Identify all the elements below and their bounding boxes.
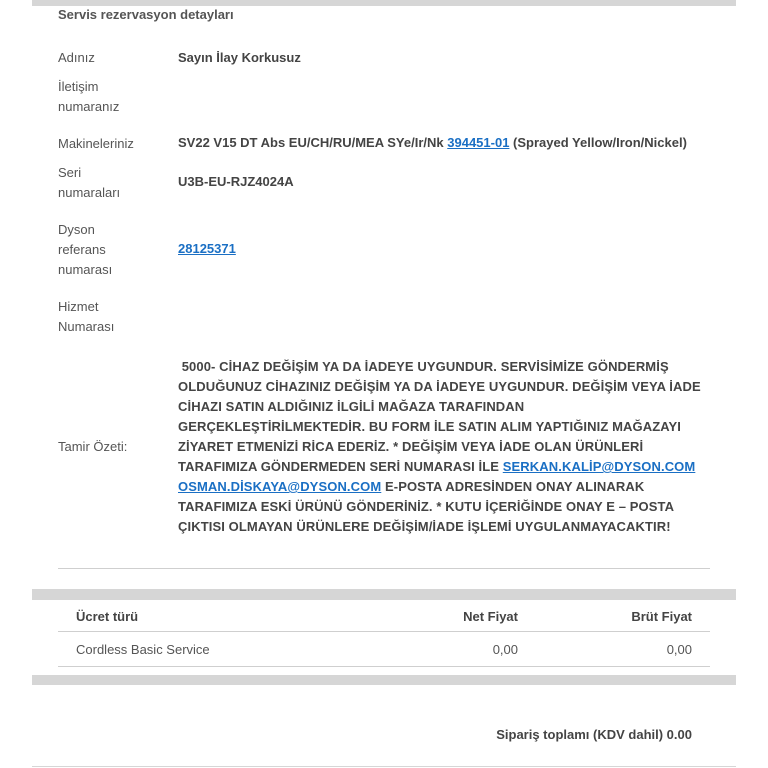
table-bottom-band xyxy=(32,675,736,685)
service-label-line: Hizmet xyxy=(58,299,99,314)
machine-color: (Sprayed Yellow/Iron/Nickel) xyxy=(513,135,687,150)
summary-line: GERÇEKLEŞTİRİLMEKTEDİR. BU FORM İLE SATIN ALIM YAPTIĞINIZ MAĞAZAYI xyxy=(178,419,682,434)
col-header-fee-type: Ücret türü xyxy=(76,609,139,624)
divider xyxy=(58,568,710,569)
reference-label xyxy=(58,220,112,280)
table-row-gross-price: 0,00 xyxy=(666,642,692,657)
table-band xyxy=(32,589,736,600)
serial-label-line: numaraları xyxy=(58,185,121,200)
bottom-divider xyxy=(32,766,736,767)
summary-line: TARAFIMIZA GÖNDERMEDEN SERİ NUMARASI İLE SERKAN.KALİP@DYSON.COM xyxy=(178,459,696,474)
reference-label-line: referans xyxy=(58,242,106,257)
machine-label: Makineleriniz xyxy=(58,136,134,151)
col-header-net-price: Net Fiyat xyxy=(463,609,518,624)
top-band xyxy=(32,0,736,6)
service-number-label xyxy=(58,297,114,337)
summary-line: 5000- CİHAZ DEĞİŞİM YA DA İADEYE UYGUNDUR. SERVİSİMİZE GÖNDERMİŞ xyxy=(178,359,669,374)
reference-value xyxy=(178,239,236,259)
machine-part-link[interactable]: 394451-01 xyxy=(447,135,510,150)
order-total: Sipariş toplamı (KDV dahil) 0.00 xyxy=(496,727,692,742)
machine-model: SV22 V15 DT Abs EU/CH/RU/MEA SYe/Ir/Nk xyxy=(178,135,444,150)
section-title: Servis rezervasyon detayları xyxy=(58,7,234,22)
repair-summary xyxy=(178,357,710,537)
reference-label-line: Dyson xyxy=(58,222,95,237)
repair-summary-label: Tamir Özeti: xyxy=(58,439,128,454)
contact-label xyxy=(58,77,119,117)
name-value: Sayın İlay Korkusuz xyxy=(178,50,301,65)
summary-line: ZİYARET ETMENİZİ RİCA EDERİZ. * DEĞİŞİM VEYA İADE OLAN ÜRÜNLERİ xyxy=(178,439,644,454)
contact-label-line: İletişim xyxy=(58,79,99,94)
serial-value: U3B-EU-RJZ4024A xyxy=(178,174,294,189)
serial-label xyxy=(58,163,120,203)
col-header-gross-price: Brüt Fiyat xyxy=(631,609,692,624)
summary-line: ÇIKTISI OLMAYAN ÜRÜNLERE DEĞİŞİM/İADE İŞLEMİ UYGULANMAYACAKTIR! xyxy=(178,519,671,534)
reference-link[interactable]: 28125371 xyxy=(178,241,236,256)
reference-label-line: numarası xyxy=(58,262,113,277)
summary-line: OSMAN.DİSKAYA@DYSON.COM E-POSTA ADRESİNDEN ONAY ALINARAK xyxy=(178,479,645,494)
table-header-divider xyxy=(58,631,710,632)
contact-label-line: numaranız xyxy=(58,99,120,114)
summary-line: CİHAZI SATIN ALDIĞINIZ İLGİLİ MAĞAZA TARAFINDAN xyxy=(178,399,525,414)
service-label-line: Numarası xyxy=(58,319,115,334)
table-row-fee-type: Cordless Basic Service xyxy=(76,642,210,657)
table-row-net-price: 0,00 xyxy=(492,642,518,657)
summary-line: TARAFIMIZA ESKİ ÜRÜNÜ GÖNDERİNİZ. * KUTU İÇERİĞİNDE ONAY E – POSTA xyxy=(178,499,675,514)
email-link-serkan[interactable]: SERKAN.KALİP@DYSON.COM xyxy=(502,459,696,474)
name-label: Adınız xyxy=(58,50,95,65)
table-row-divider xyxy=(58,666,710,667)
email-link-osman[interactable]: OSMAN.DİSKAYA@DYSON.COM xyxy=(178,479,382,494)
machine-value xyxy=(178,133,687,153)
serial-label-line: Seri xyxy=(58,165,82,180)
summary-line: OLDUĞUNUZ CİHAZINIZ DEĞİŞİM YA DA İADEYE UYGUNDUR. DEĞİŞİM VEYA İADE xyxy=(178,379,701,394)
